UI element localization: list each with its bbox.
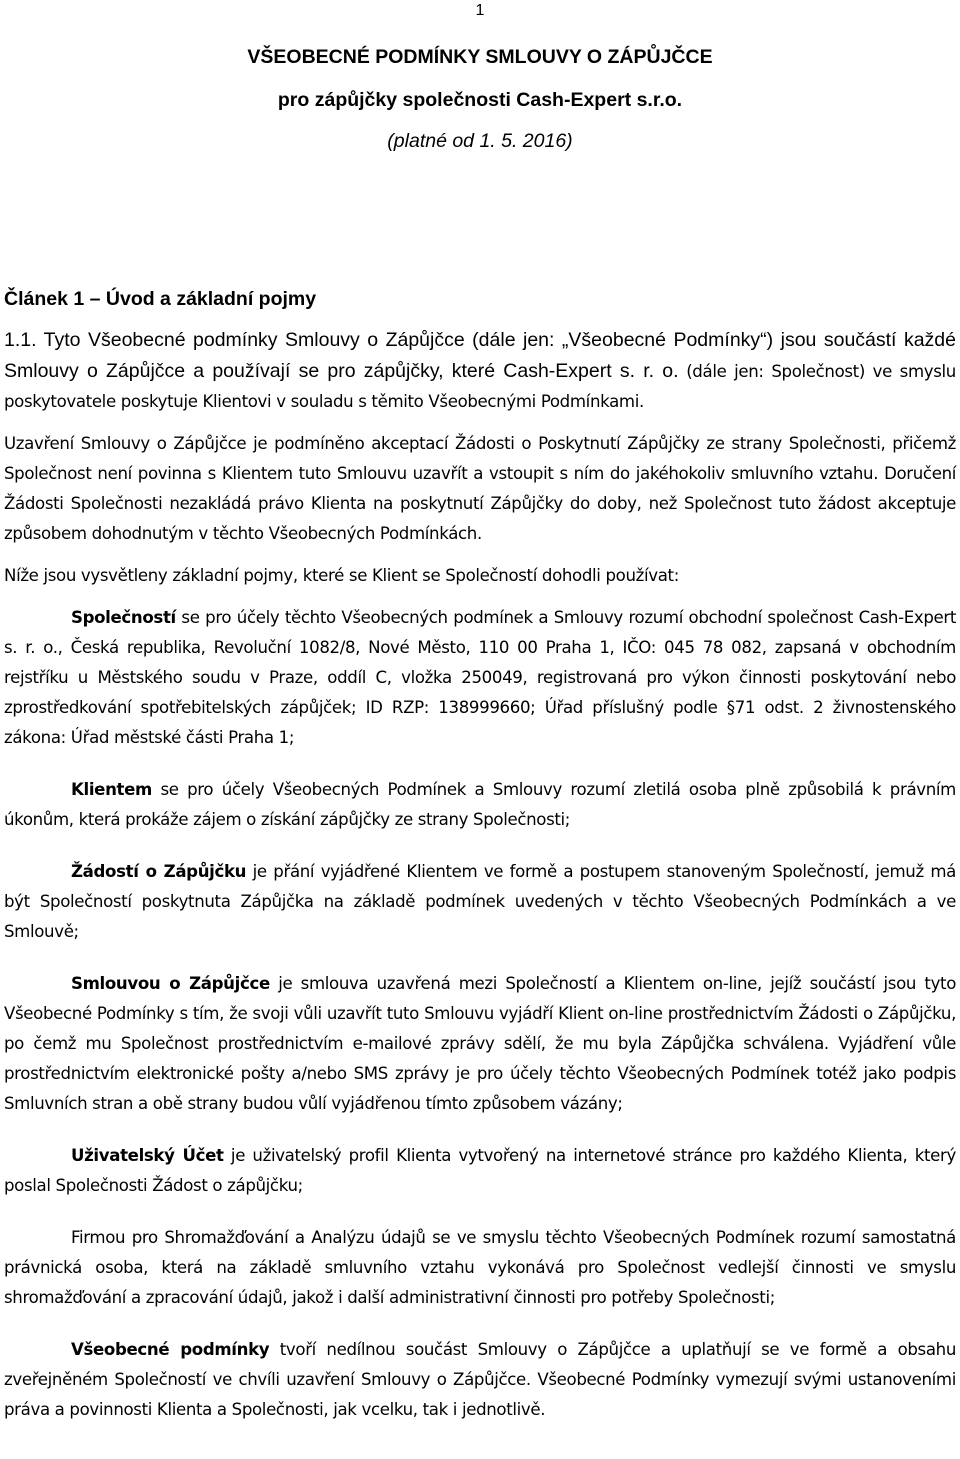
- definition-text: je uživatelský profil Klienta vytvořený na internetové stránce pro každého Klienta, který poslal Společnosti Žádost o zápůjčku;: [4, 1146, 956, 1195]
- definition-text: je smlouva uzavřená mezi Společností a Klientem on-line, jejíž součástí jsou tyto Všeobecné Podmínky s tím, že svoji vůli uzavřít tuto Smlouvu vyjádří Klient on-line prostřednictvím Žádosti o Zápůjčku, po čemž mu Společnost prostřednictvím e-mailové zprávy sdělí, že mu byla Zápůjčka schválena. Vyjádření vůle prostřednictvím elektronické pošty a/nebo SMS zprávy je pro účely těchto Všeobecných Podmínek totéž jako podpis Smluvních stran a obě strany budou vůlí vyjádřenou tímto způsobem vázány;: [4, 974, 956, 1113]
- paragraph-conclusion: Uzavření Smlouvy o Zápůjčce je podmíněno akceptací Žádosti o Poskytnutí Zápůjčky ze strany Společnosti, přičemž Společnost není povinna s Klientem tuto Smlouvu uzavřít a vstoupit s ním do jakéhokoliv smluvního vztahu. Doručení Žádosti Společnosti nezakládá právo Klienta na poskytnutí Zápůjčky do doby, než Společnost tuto žádost akceptuje způsobem dohodnutým v těchto Všeobecných Podmínkách.: [4, 434, 956, 543]
- definition-term: Všeobecné podmínky: [71, 1340, 270, 1359]
- definition-term: Smlouvou o Zápůjčce: [71, 974, 270, 993]
- definition-text: se pro účely těchto Všeobecných podmínek a Smlouvy rozumí obchodní společnost Cash-Expert s. r. o., Česká republika, Revoluční 1082/8, Nové Město, 110 00 Praha 1, IČO: 045 78 082, zapsaná v obchodním rejstříku u Městského soudu v Praze, oddíl C, vložka 250049, registrovaná pro výkon činnosti poskytování nebo zprostředkování spotřebitelských zápůjček; ID RZP: 138999660; Úřad příslušný podle §71 odst. 2 živnostenského zákona: Úřad městské části Praha 1;: [4, 608, 956, 747]
- definition-klient: [4, 775, 956, 835]
- paragraph-terms-intro: Níže jsou vysvětleny základní pojmy, které se Klient se Společností dohodli používat:: [4, 566, 679, 585]
- definition-zadost: [4, 857, 956, 947]
- definition-podminky: [4, 1335, 956, 1425]
- chapter-heading: Článek 1 – Úvod a základní pojmy: [4, 288, 317, 310]
- definition-spolecnost: [4, 603, 956, 753]
- definition-term: Společností: [71, 608, 176, 627]
- validity-date: (platné od 1. 5. 2016): [387, 130, 573, 152]
- page-number: 1: [475, 2, 485, 19]
- definition-text: se pro účely Všeobecných Podmínek a Smlouvy rozumí zletilá osoba plně způsobilá k právním úkonům, která prokáže zájem o získání zápůjčky ze strany Společnosti;: [4, 780, 956, 829]
- definition-text: tvoří nedílnou součást Smlouvy o Zápůjčce a uplatňují se ve formě a obsahu zveřejněném Společností ve chvíli uzavření Smlouvy o Zápůjčce. Všeobecné Podmínky vymezují svými ustanoveními práva a povinnosti Klienta a Společnosti, jak vcelku, tak i jednotlivě.: [4, 1340, 956, 1419]
- definition-term: Klientem: [71, 780, 152, 799]
- document-title: VŠEOBECNÉ PODMÍNKY SMLOUVY O ZÁPŮJČCE: [247, 46, 713, 68]
- paragraph-1-1: [4, 325, 956, 417]
- definition-text: Firmou pro Shromažďování a Analýzu údajů se ve smyslu těchto Všeobecných Podmínek rozumí samostatná právnická osoba, která na základě smluvního vztahu vykonává pro Společnost vedlejší činnosti ve smyslu shromažďování a zpracování údajů, jakož i další administrativní činnosti pro potřeby Společnosti;: [4, 1228, 956, 1307]
- definition-term: Uživatelský Účet: [71, 1146, 224, 1165]
- definition-smlouva: [4, 969, 956, 1119]
- definition-ucet: [4, 1141, 956, 1201]
- paragraph-1-1-rest: (dále jen: Společnost) ve smyslu poskytovatele poskytuje Klientovi v souladu s těmito Všeobecnými Podmínkami.: [4, 362, 956, 411]
- definition-text: je přání vyjádřené Klientem ve formě a postupem stanoveným Společností, jemuž má být Společností poskytnuta Zápůjčka na základě podmínek uvedených v těchto Všeobecných Podmínkách a ve Smlouvě;: [4, 862, 956, 941]
- definition-term: Žádostí o Zápůjčku: [71, 862, 247, 881]
- paragraph-1-1-lead: 1.1. Tyto Všeobecné podmínky Smlouvy o Zápůjčce (dále jen: „Všeobecné Podmínky“) jsou součástí každé Smlouvy o Zápůjčce a používají se pro zápůjčky, které Cash-Expert s. r. o.: [4, 329, 956, 382]
- document-subtitle: pro zápůjčky společnosti Cash-Expert s.r.o.: [277, 89, 683, 111]
- chapter-body: [4, 325, 956, 1425]
- definition-firma: [4, 1223, 956, 1313]
